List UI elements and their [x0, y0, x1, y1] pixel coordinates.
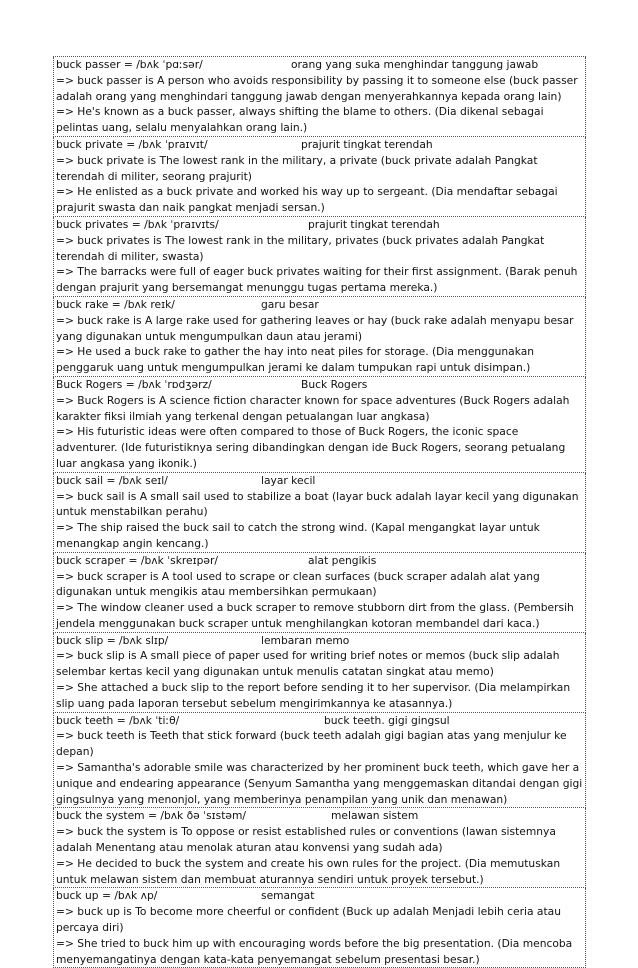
entry-gloss: orang yang suka menghindar tanggung jawab	[291, 58, 539, 71]
glossary-entry	[53, 553, 586, 633]
entry-example: => He used a buck rake to gather the hay into neat piles for storage. (Dia menggunakan penggaruk uang untuk mengumpulkan jerami ke dalam tumpukan rapi untuk disimpan.)	[56, 345, 535, 375]
entry-header	[56, 713, 583, 729]
entry-definition: => buck sail is A small sail used to stabilize a boat (layar buck adalah layar kecil yang digunakan untuk menstabilkan perahu)	[56, 489, 579, 519]
entry-term: buck passer = /bʌk ˈpɑːsər/	[56, 58, 203, 71]
entry-term: buck scraper = /bʌk ˈskreɪpər/	[56, 553, 218, 567]
entry-gloss: prajurit tingkat terendah	[308, 217, 440, 231]
glossary-page	[53, 56, 586, 968]
entry-definition: => buck passer is A person who avoids responsibility by passing it to someone else (buck passer adalah orang yang menghindari tanggung jawab dengan menyerahkannya kepada orang lain)	[56, 73, 578, 103]
glossary-entry	[53, 297, 586, 377]
glossary-entry	[53, 57, 586, 137]
entry-example: => He's known as a buck passer, always shifting the blame to others. (Dia dikenal sebagai pelintas uang, selalu menyalahkan orang lain.)	[56, 105, 544, 135]
entry-example: => His futuristic ideas were often compared to those of Buck Rogers, the iconic space adventurer. (Ide futuristiknya sering dibandingkan dengan ide Buck Rogers, seorang petualang luar angkasa yang ikonik.)	[56, 425, 566, 470]
entry-example: => She tried to buck him up with encouraging words before the big presentation. (Dia mencoba menyemangatinya dengan kata-kata penyemangat sebelum presentasi besar.)	[56, 936, 573, 966]
entry-definition: => Buck Rogers is A science fiction character known for space adventures (Buck Rogers adalah karakter fiksi ilmiah yang terkenal dengan petualangan luar angkasa)	[56, 393, 570, 423]
entry-gloss: layar kecil	[261, 473, 316, 487]
entry-term: buck privates = /bʌk ˈpraɪvɪts/	[56, 217, 219, 231]
entry-gloss: garu besar	[261, 297, 319, 311]
glossary-entry	[53, 217, 586, 297]
entry-header	[56, 473, 583, 489]
entry-example: => The barracks were full of eager buck privates waiting for their first assignment. (Barak penuh dengan prajurit yang bersemangat menunggu tugas pertama mereka.)	[56, 265, 578, 295]
entry-definition: => buck private is The lowest rank in the military, a private (buck private adalah Pangkat terendah di militer, seorang prajurit)	[56, 153, 538, 183]
entry-gloss: melawan sistem	[331, 809, 419, 823]
entry-definition: => buck up is To become more cheerful or confident (Buck up adalah Menjadi lebih ceria atau percaya diri)	[56, 905, 561, 935]
entry-gloss: prajurit tingkat terendah	[301, 137, 433, 151]
entry-term: buck sail = /bʌk seɪl/	[56, 473, 168, 487]
glossary-entry	[53, 888, 586, 968]
entry-definition: => buck privates is The lowest rank in the military, privates (buck privates adalah Pangkat terendah di militer, swasta)	[56, 233, 545, 263]
entry-definition: => buck teeth is Teeth that stick forward (buck teeth adalah gigi bagian atas yang menjulur ke depan)	[56, 729, 567, 759]
entry-definition: => buck scraper is A tool used to scrape or clean surfaces (buck scraper adalah alat yang digunakan untuk mengikis atau membersihkan permukaan)	[56, 569, 540, 599]
entry-header	[56, 633, 583, 649]
entry-gloss: buck teeth. gigi gingsul	[324, 713, 450, 727]
entry-header	[56, 297, 583, 313]
entry-example: => The window cleaner used a buck scraper to remove stubborn dirt from the glass. (Pembersih jendela menggunakan buck scraper untuk menghilangkan kotoran membandel dari kaca.)	[56, 601, 574, 630]
entry-header	[56, 137, 583, 153]
entry-definition: => buck the system is To oppose or resist established rules or conventions (lawan sistemnya adalah Menentang atau menolak aturan atau konvensi yang sudah ada)	[56, 825, 556, 855]
glossary-entry	[53, 137, 586, 217]
entry-header	[56, 377, 583, 393]
entry-term: buck the system = /bʌk ðə ˈsɪstəm/	[56, 809, 246, 823]
entry-example: => He enlisted as a buck private and worked his way up to sergeant. (Dia mendaftar sebagai prajurit swasta dan naik pangkat menjadi sersan.)	[56, 185, 558, 215]
glossary-entry	[53, 713, 586, 809]
glossary-entry	[53, 473, 586, 553]
entry-example: => He decided to buck the system and create his own rules for the project. (Dia memutuskan untuk melawan sistem dan membuat aturannya sendiri untuk proyek tersebut.)	[56, 856, 561, 886]
entry-definition: => buck rake is A large rake used for gathering leaves or hay (buck rake adalah menyapu besar yang digunakan untuk mengumpulkan daun atau jerami)	[56, 313, 574, 343]
entry-example: => The ship raised the buck sail to catch the strong wind. (Kapal mengangkat layar untuk menangkap angin kencang.)	[56, 521, 540, 550]
entry-term: buck teeth = /bʌk ˈtiːθ/	[56, 713, 180, 727]
entry-term: buck private = /bʌk ˈpraɪvɪt/	[56, 137, 208, 151]
entry-term: buck up = /bʌk ʌp/	[56, 889, 158, 903]
entry-header	[56, 553, 583, 569]
entry-header	[56, 57, 583, 73]
entry-gloss: semangat	[261, 889, 315, 903]
entry-example: => Samantha's adorable smile was characterized by her prominent buck teeth, which gave her a unique and endearing appearance (Senyum Samantha yang menggemaskan ditandai dengan gigi gingsulnya yang menonjol, yang memberinya penampilan yang unik dan menawan)	[56, 761, 583, 806]
entry-term: buck slip = /bʌk slɪp/	[56, 633, 169, 647]
entry-term: Buck Rogers = /bʌk ˈrɒdʒərz/	[56, 377, 212, 391]
entry-gloss: Buck Rogers	[301, 377, 368, 391]
entry-definition: => buck slip is A small piece of paper used for writing brief notes or memos (buck slip adalah selembar kertas kecil yang digunakan untuk menulis catatan singkat atau memo)	[56, 649, 560, 679]
entry-term: buck rake = /bʌk reɪk/	[56, 297, 175, 311]
glossary-entry	[53, 377, 586, 473]
glossary-entry	[53, 808, 586, 888]
glossary-entry	[53, 633, 586, 713]
entry-header	[56, 888, 583, 904]
entry-header	[56, 217, 583, 233]
entry-gloss: lembaran memo	[261, 633, 350, 647]
entry-example: => She attached a buck slip to the report before sending it to her supervisor. (Dia melampirkan slip uang pada laporan tersebut sebelum mengirimkannya ke atasannya.)	[56, 681, 571, 710]
entry-gloss: alat pengikis	[308, 553, 377, 567]
entry-header	[56, 808, 583, 824]
